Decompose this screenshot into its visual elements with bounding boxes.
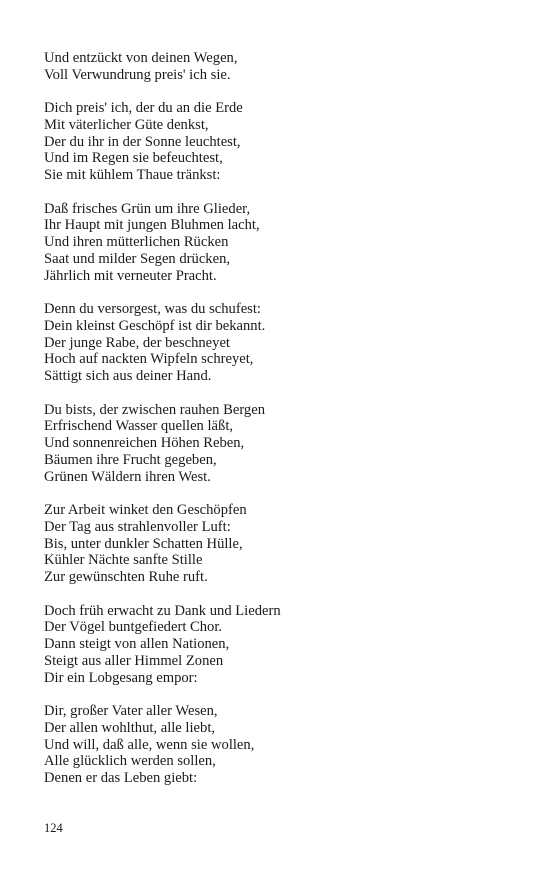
verse-line: Der du ihr in der Sonne leuchtest, — [44, 133, 241, 150]
verse-line: Jährlich mit verneuter Pracht. — [44, 267, 217, 284]
verse-line: Saat und milder Segen drücken, — [44, 250, 231, 267]
verse-line: Zur Arbeit winket den Geschöpfen — [44, 502, 247, 519]
page-number: 124 — [44, 821, 63, 835]
verse-line: Dann steigt von allen Nationen, — [44, 636, 230, 653]
verse-line: Der Vögel buntgefiedert Chor. — [44, 619, 223, 636]
stanza — [44, 201, 514, 285]
verse-line: Doch früh erwacht zu Dank und Liedern — [44, 602, 281, 619]
verse-line: Bis, unter dunkler Schatten Hülle, — [44, 535, 243, 552]
stanza — [44, 402, 514, 486]
poem-text — [44, 50, 514, 803]
verse-line: Dir ein Lobgesang empor: — [44, 669, 198, 686]
verse-line: Bäumen ihre Frucht gegeben, — [44, 451, 217, 468]
verse-line: Und im Regen sie befeuchtest, — [44, 150, 223, 167]
verse-line: Mit väterlicher Güte denkst, — [44, 116, 209, 133]
verse-line: Hoch auf nackten Wipfeln schreyet, — [44, 351, 254, 368]
verse-line: Zur gewünschten Ruhe ruft. — [44, 569, 208, 586]
verse-line: Alle glücklich werden sollen, — [44, 753, 216, 770]
verse-line: Und entzückt von deinen Wegen, — [44, 50, 238, 66]
verse-line: Sättigt sich aus deiner Hand. — [44, 368, 212, 385]
verse-line: Und sonnenreichen Höhen Reben, — [44, 435, 245, 452]
stanza — [44, 502, 514, 586]
verse-line: Denen er das Leben giebt: — [44, 770, 198, 787]
verse-line: Und ihren mütterlichen Rücken — [44, 234, 229, 251]
verse-line: Und will, daß alle, wenn sie wollen, — [44, 736, 255, 753]
verse-line: Dir, großer Vater aller Wesen, — [44, 703, 218, 719]
verse-line: Dein kleinst Geschöpf ist dir bekannt. — [44, 317, 266, 334]
stanza — [44, 50, 514, 84]
verse-line: Der allen wohlthut, alle liebt, — [44, 719, 216, 736]
verse-line: Daß frisches Grün um ihre Glieder, — [44, 200, 251, 217]
verse-line: Erfrischend Wasser quellen läßt, — [44, 418, 234, 435]
verse-line: Der Tag aus strahlenvoller Luft: — [44, 518, 231, 535]
verse-line: Kühler Nächte sanfte Stille — [44, 552, 203, 569]
verse-line: Voll Verwundrung preis' ich sie. — [44, 66, 231, 83]
stanza — [44, 603, 514, 687]
verse-line: Der junge Rabe, der beschneyet — [44, 334, 230, 351]
verse-line: Dich preis' ich, der du an die Erde — [44, 100, 243, 117]
stanza — [44, 100, 514, 184]
verse-line: Steigt aus aller Himmel Zonen — [44, 652, 224, 669]
verse-line: Du bists, der zwischen rauhen Bergen — [44, 401, 266, 418]
verse-line: Ihr Haupt mit jungen Bluhmen lacht, — [44, 217, 260, 234]
stanza — [44, 301, 514, 385]
stanza — [44, 703, 514, 787]
verse-line: Sie mit kühlem Thaue tränkst: — [44, 167, 221, 184]
verse-line: Denn du versorgest, was du schufest: — [44, 301, 261, 318]
verse-line: Grünen Wäldern ihren West. — [44, 468, 211, 485]
